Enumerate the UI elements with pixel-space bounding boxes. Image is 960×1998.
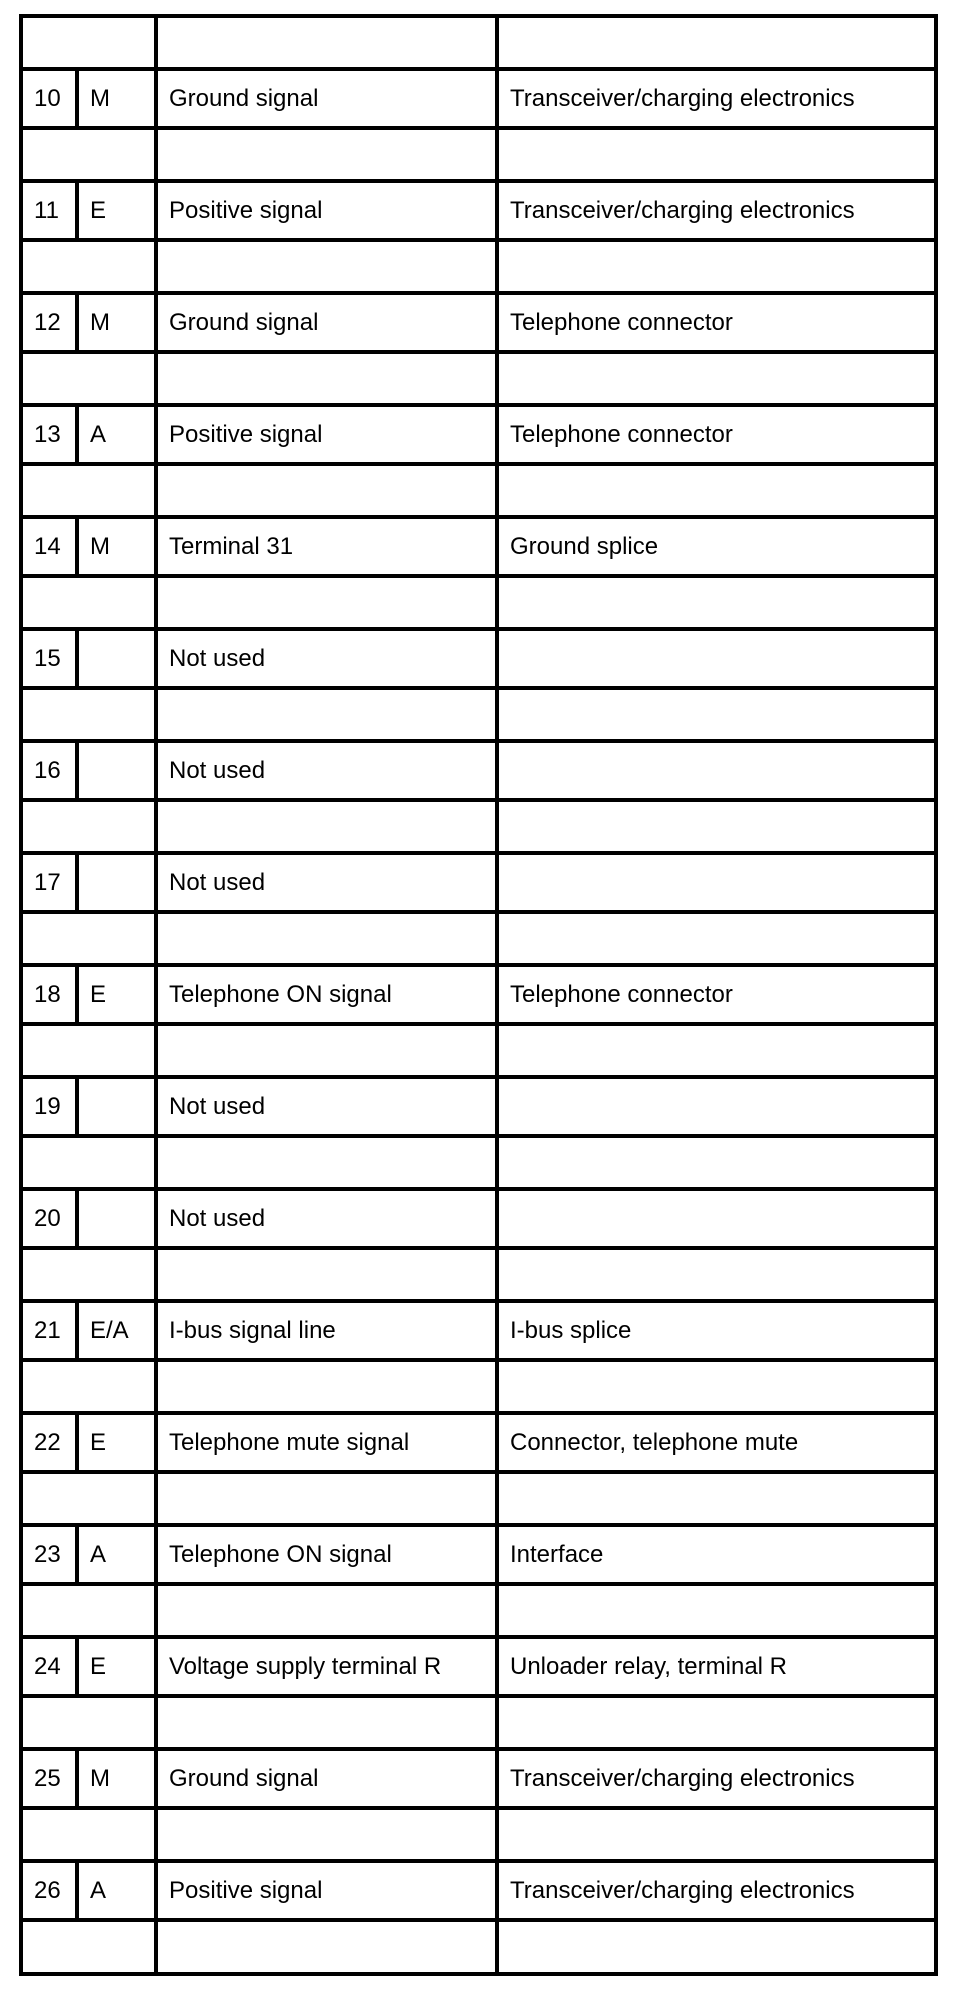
spacer-cell-destination [497, 464, 936, 517]
pin-number-cell: 20 [21, 1189, 77, 1248]
destination-cell: Transceiver/charging electronics [497, 1749, 936, 1808]
pinout-table-body [21, 16, 936, 1974]
spacer-cell-description [156, 16, 497, 69]
pin-number-cell: 11 [21, 181, 77, 240]
table-row [21, 181, 936, 240]
spacer-cell-pin [21, 1808, 156, 1861]
spacer-cell-pin [21, 16, 156, 69]
destination-cell: Unloader relay, terminal R [497, 1637, 936, 1696]
destination-cell: Telephone connector [497, 405, 936, 464]
pin-number-cell: 24 [21, 1637, 77, 1696]
spacer-row [21, 1472, 936, 1525]
spacer-cell-destination [497, 1696, 936, 1749]
signal-type-cell [77, 741, 156, 800]
spacer-row [21, 240, 936, 293]
signal-type-cell: M [77, 517, 156, 576]
destination-cell [497, 1077, 936, 1136]
spacer-cell-pin [21, 1472, 156, 1525]
spacer-row [21, 1696, 936, 1749]
signal-type-cell [77, 1077, 156, 1136]
spacer-cell-destination [497, 1024, 936, 1077]
table-row [21, 1301, 936, 1360]
table-row [21, 405, 936, 464]
spacer-cell-description [156, 240, 497, 293]
signal-type-cell [77, 853, 156, 912]
table-row [21, 1749, 936, 1808]
spacer-row [21, 800, 936, 853]
signal-type-cell: A [77, 1861, 156, 1920]
spacer-cell-destination [497, 128, 936, 181]
table-row [21, 517, 936, 576]
spacer-row [21, 576, 936, 629]
spacer-cell-destination [497, 1472, 936, 1525]
spacer-cell-destination [497, 1248, 936, 1301]
destination-cell: Connector, telephone mute [497, 1413, 936, 1472]
destination-cell [497, 1189, 936, 1248]
pin-number-cell: 18 [21, 965, 77, 1024]
signal-type-cell: M [77, 1749, 156, 1808]
pin-number-cell: 19 [21, 1077, 77, 1136]
signal-type-cell: E/A [77, 1301, 156, 1360]
spacer-cell-pin [21, 1696, 156, 1749]
destination-cell: Transceiver/charging electronics [497, 181, 936, 240]
table-row [21, 629, 936, 688]
spacer-cell-description [156, 912, 497, 965]
description-cell: I-bus signal line [156, 1301, 497, 1360]
spacer-cell-destination [497, 1584, 936, 1637]
description-cell: Not used [156, 1077, 497, 1136]
pin-number-cell: 25 [21, 1749, 77, 1808]
signal-type-cell [77, 1189, 156, 1248]
pinout-table [19, 14, 938, 1976]
description-cell: Positive signal [156, 181, 497, 240]
signal-type-cell: E [77, 1413, 156, 1472]
spacer-cell-pin [21, 800, 156, 853]
spacer-cell-destination [497, 1808, 936, 1861]
pin-number-cell: 22 [21, 1413, 77, 1472]
spacer-cell-destination [497, 352, 936, 405]
spacer-cell-destination [497, 1360, 936, 1413]
signal-type-cell: E [77, 181, 156, 240]
spacer-row [21, 16, 936, 69]
spacer-row [21, 1920, 936, 1974]
spacer-cell-description [156, 1024, 497, 1077]
table-row [21, 1077, 936, 1136]
description-cell: Positive signal [156, 405, 497, 464]
spacer-cell-destination [497, 688, 936, 741]
spacer-cell-destination [497, 576, 936, 629]
destination-cell: Transceiver/charging electronics [497, 69, 936, 128]
spacer-row [21, 352, 936, 405]
spacer-cell-pin [21, 464, 156, 517]
description-cell: Ground signal [156, 293, 497, 352]
spacer-cell-description [156, 1136, 497, 1189]
spacer-row [21, 688, 936, 741]
spacer-cell-pin [21, 1360, 156, 1413]
table-row [21, 1189, 936, 1248]
spacer-cell-pin [21, 1136, 156, 1189]
spacer-row [21, 1024, 936, 1077]
pin-number-cell: 26 [21, 1861, 77, 1920]
description-cell: Telephone ON signal [156, 965, 497, 1024]
spacer-cell-destination [497, 240, 936, 293]
table-row [21, 1637, 936, 1696]
table-row [21, 1525, 936, 1584]
spacer-cell-destination [497, 800, 936, 853]
spacer-cell-description [156, 1472, 497, 1525]
table-row [21, 965, 936, 1024]
spacer-cell-description [156, 1584, 497, 1637]
spacer-cell-description [156, 352, 497, 405]
destination-cell: I-bus splice [497, 1301, 936, 1360]
destination-cell: Interface [497, 1525, 936, 1584]
destination-cell [497, 853, 936, 912]
spacer-cell-description [156, 1248, 497, 1301]
pin-number-cell: 13 [21, 405, 77, 464]
description-cell: Telephone ON signal [156, 1525, 497, 1584]
description-cell: Not used [156, 629, 497, 688]
signal-type-cell: M [77, 69, 156, 128]
description-cell: Not used [156, 853, 497, 912]
description-cell: Terminal 31 [156, 517, 497, 576]
spacer-cell-destination [497, 16, 936, 69]
spacer-cell-pin [21, 1584, 156, 1637]
spacer-cell-pin [21, 240, 156, 293]
table-row [21, 741, 936, 800]
destination-cell: Telephone connector [497, 293, 936, 352]
spacer-cell-pin [21, 1024, 156, 1077]
destination-cell [497, 629, 936, 688]
spacer-cell-description [156, 1696, 497, 1749]
spacer-cell-description [156, 1808, 497, 1861]
signal-type-cell: A [77, 405, 156, 464]
spacer-row [21, 1136, 936, 1189]
pin-number-cell: 23 [21, 1525, 77, 1584]
destination-cell: Telephone connector [497, 965, 936, 1024]
spacer-cell-destination [497, 1136, 936, 1189]
destination-cell: Transceiver/charging electronics [497, 1861, 936, 1920]
description-cell: Not used [156, 1189, 497, 1248]
spacer-cell-description [156, 800, 497, 853]
spacer-cell-pin [21, 912, 156, 965]
pin-number-cell: 14 [21, 517, 77, 576]
description-cell: Not used [156, 741, 497, 800]
spacer-cell-pin [21, 688, 156, 741]
spacer-cell-description [156, 1920, 497, 1974]
spacer-cell-description [156, 576, 497, 629]
pin-number-cell: 21 [21, 1301, 77, 1360]
destination-cell: Ground splice [497, 517, 936, 576]
signal-type-cell [77, 629, 156, 688]
spacer-cell-destination [497, 912, 936, 965]
destination-cell [497, 741, 936, 800]
table-row [21, 69, 936, 128]
spacer-cell-description [156, 688, 497, 741]
spacer-cell-pin [21, 576, 156, 629]
spacer-row [21, 1584, 936, 1637]
spacer-cell-description [156, 464, 497, 517]
spacer-cell-pin [21, 352, 156, 405]
spacer-cell-description [156, 128, 497, 181]
spacer-row [21, 912, 936, 965]
table-row [21, 1413, 936, 1472]
signal-type-cell: E [77, 1637, 156, 1696]
signal-type-cell: A [77, 1525, 156, 1584]
pin-number-cell: 16 [21, 741, 77, 800]
spacer-cell-pin [21, 1248, 156, 1301]
pin-number-cell: 10 [21, 69, 77, 128]
description-cell: Ground signal [156, 69, 497, 128]
table-row [21, 1861, 936, 1920]
spacer-row [21, 1808, 936, 1861]
pin-number-cell: 15 [21, 629, 77, 688]
spacer-cell-description [156, 1360, 497, 1413]
pin-number-cell: 17 [21, 853, 77, 912]
description-cell: Voltage supply terminal R [156, 1637, 497, 1696]
table-row [21, 293, 936, 352]
spacer-cell-pin [21, 1920, 156, 1974]
spacer-row [21, 1360, 936, 1413]
signal-type-cell: E [77, 965, 156, 1024]
description-cell: Ground signal [156, 1749, 497, 1808]
signal-type-cell: M [77, 293, 156, 352]
table-row [21, 853, 936, 912]
pin-number-cell: 12 [21, 293, 77, 352]
spacer-row [21, 128, 936, 181]
spacer-cell-destination [497, 1920, 936, 1974]
spacer-cell-pin [21, 128, 156, 181]
description-cell: Positive signal [156, 1861, 497, 1920]
description-cell: Telephone mute signal [156, 1413, 497, 1472]
spacer-row [21, 464, 936, 517]
spacer-row [21, 1248, 936, 1301]
